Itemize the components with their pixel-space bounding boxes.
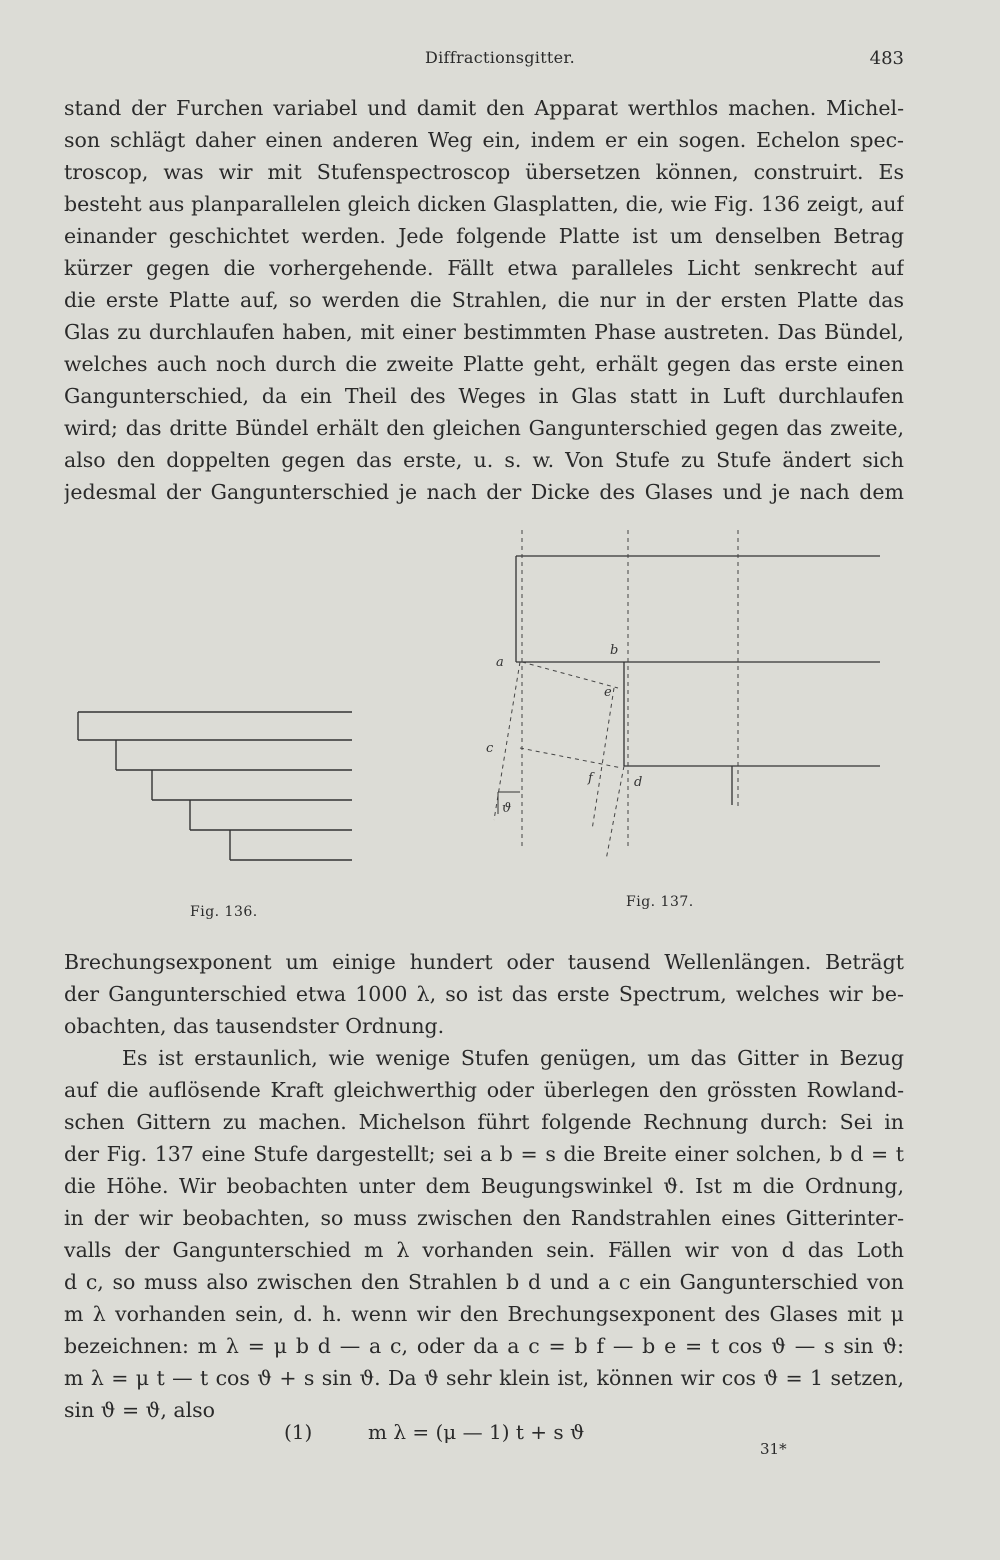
label-e: e xyxy=(604,685,612,700)
text-line: auf die auflösende Kraft gleichwerthig oder überlegen den grössten Rowland- xyxy=(64,1078,904,1102)
figure-136-caption: Fig. 136. xyxy=(190,904,258,920)
text-line: stand der Furchen variabel und damit den Apparat werthlos machen. Michel- xyxy=(64,96,904,120)
figure-137-caption: Fig. 137. xyxy=(626,894,694,910)
text-line: einander geschichtet werden. Jede folgende Platte ist um denselben Betrag xyxy=(64,224,904,248)
text-line: troscop, was wir mit Stufenspectroscop übersetzen können, construirt. Es xyxy=(64,160,904,184)
equation-1 xyxy=(0,1420,1000,1452)
text-line: schen Gittern zu machen. Michelson führt folgende Rechnung durch: Sei in xyxy=(64,1110,904,1134)
text-line: Gangunterschied, da ein Theil des Weges in Glas statt in Luft durchlaufen xyxy=(64,384,904,408)
text-line: valls der Gangunterschied m λ vorhanden sein. Fällen wir von d das Loth xyxy=(64,1238,904,1262)
text-line: besteht aus planparallelen gleich dicken Glasplatten, die, wie Fig. 136 zeigt, auf xyxy=(64,192,904,216)
text-line: der Gangunterschied etwa 1000 λ, so ist das erste Spectrum, welches wir be- xyxy=(64,982,904,1006)
label-a: a xyxy=(496,655,504,670)
text-line: Glas zu durchlaufen haben, mit einer bestimmten Phase austreten. Das Bündel, xyxy=(64,320,904,344)
text-line: in der wir beobachten, so muss zwischen den Randstrahlen eines Gitterinter- xyxy=(64,1206,904,1230)
text-line: jedesmal der Gangunterschied je nach der Dicke des Glases und je nach dem xyxy=(64,480,904,504)
text-line: der Fig. 137 eine Stufe dargestellt; sei a b = s die Breite einer solchen, b d = t xyxy=(64,1142,904,1166)
label-theta: ϑ xyxy=(502,801,512,816)
text-line: die Höhe. Wir beobachten unter dem Beugungswinkel ϑ. Ist m die Ordnung, xyxy=(64,1174,904,1198)
label-c: c xyxy=(486,741,494,756)
running-title: Diffractionsgitter. xyxy=(425,48,575,67)
text-line: bezeichnen: m λ = μ b d — a c, oder da a c = b f — b e = t cos ϑ — s sin ϑ: xyxy=(64,1334,904,1358)
label-f: f xyxy=(588,771,593,786)
text-line: Es ist erstaunlich, wie wenige Stufen genügen, um das Gitter in Bezug xyxy=(122,1046,904,1070)
text-line: son schlägt daher einen anderen Weg ein, indem er ein sogen. Echelon spec- xyxy=(64,128,904,152)
text-line: kürzer gegen die vorhergehende. Fällt etwa paralleles Licht senkrecht auf xyxy=(64,256,904,280)
page-number: 483 xyxy=(869,48,904,69)
signature-mark: 31* xyxy=(760,1440,787,1458)
paragraph-bottom xyxy=(64,946,904,1426)
figure-137-step-diagram xyxy=(480,520,900,870)
text-line: die erste Platte auf, so werden die Strahlen, die nur in der ersten Platte das xyxy=(64,288,904,312)
text-line: welches auch noch durch die zweite Platte geht, erhält gegen das erste einen xyxy=(64,352,904,376)
text-line: also den doppelten gegen das erste, u. s. w. Von Stufe zu Stufe ändert sich xyxy=(64,448,904,472)
text-line: Brechungsexponent um einige hundert oder tausend Wellenlängen. Beträgt xyxy=(64,950,904,974)
page-header xyxy=(0,48,1000,72)
text-line: wird; das dritte Bündel erhält den gleichen Gangunterschied gegen das zweite, xyxy=(64,416,904,440)
figure-136-stacked-plates xyxy=(60,700,370,880)
text-line: m λ = μ t — t cos ϑ + s sin ϑ. Da ϑ sehr klein ist, können wir cos ϑ = 1 setzen, xyxy=(64,1366,904,1390)
text-line: sin ϑ = ϑ, also xyxy=(64,1398,215,1422)
paragraph-top xyxy=(64,92,904,508)
text-line: obachten, das tausendster Ordnung. xyxy=(64,1014,445,1038)
label-d: d xyxy=(634,775,643,790)
text-line: m λ vorhanden sein, d. h. wenn wir den Brechungsexponent des Glases mit μ xyxy=(64,1302,904,1326)
text-line: d c, so muss also zwischen den Strahlen b d und a c ein Gangunterschied von xyxy=(64,1270,904,1294)
equation-formula: m λ = (μ — 1) t + s ϑ xyxy=(368,1420,585,1444)
label-b: b xyxy=(610,643,619,658)
equation-number: (1) xyxy=(284,1420,313,1444)
